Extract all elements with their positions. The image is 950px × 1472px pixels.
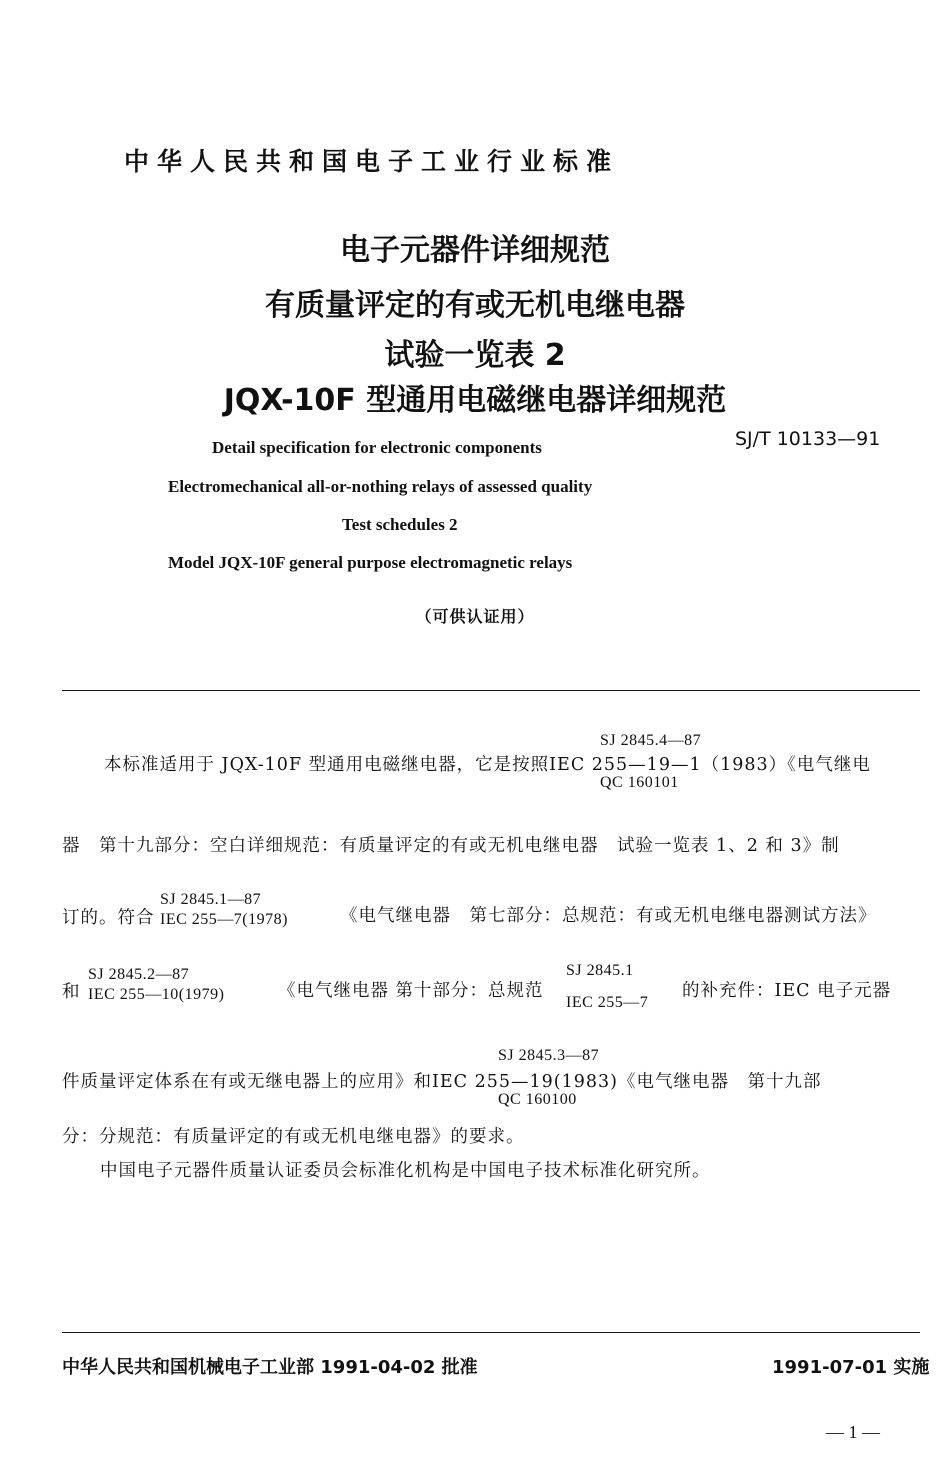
ref-iec-255-7-b: IEC 255—7 — [566, 994, 649, 1011]
ref-sj-2845-3: SJ 2845.3—87 — [498, 1047, 600, 1064]
body-line-2: 器 第十九部分：空白详细规范：有质量评定的有或无机电继电器 试验一览表 1、2 和 3》制 — [62, 836, 840, 856]
title-en-line-3: Test schedules 2 — [342, 515, 458, 534]
issuing-authority: 中华人民共和国电子工业行业标准 — [124, 147, 620, 176]
ref-sj-2845-4: SJ 2845.4—87 — [600, 732, 702, 749]
bottom-divider — [62, 1332, 920, 1333]
title-cn-line-1: 电子元器件详细规范 — [340, 233, 610, 268]
body-line-6: 分：分规范：有质量评定的有或无机电继电器》的要求。 — [62, 1127, 525, 1147]
ref-sj-2845-1-b: SJ 2845.1 — [566, 962, 634, 979]
title-en-line-1: Detail specification for electronic components — [212, 438, 542, 457]
body-line-4-mid: 《电气继电器 第十部分：总规范 — [278, 981, 544, 1001]
top-divider — [62, 690, 920, 691]
approval-date: 中华人民共和国机械电子工业部 1991-04-02 批准 — [62, 1357, 478, 1378]
body-line-4-prefix: 和 — [62, 982, 81, 1002]
usage-note: （可供认证用） — [415, 607, 535, 626]
title-en-line-2: Electromechanical all-or-nothing relays of assessed quality — [168, 477, 593, 496]
page-number: — 1 — — [826, 1422, 880, 1442]
title-cn-line-4: JQX-10F 型通用电磁继电器详细规范 — [223, 383, 727, 418]
body-line-5: 件质量评定体系在有或无继电器上的应用》和IEC 255—19(1983)《电气继电器 第十九部 — [62, 1072, 822, 1092]
ref-iec-255-10: IEC 255—10(1979) — [88, 986, 225, 1003]
implementation-date: 1991-07-01 实施 — [772, 1357, 930, 1378]
title-cn-line-3: 试验一览表 2 — [384, 338, 566, 373]
body-line-4-suffix: 的补充件：IEC 电子元器 — [682, 981, 892, 1001]
ref-qc-160101: QC 160101 — [600, 774, 679, 791]
ref-iec-255-7: IEC 255—7(1978) — [160, 911, 288, 928]
title-cn-line-2: 有质量评定的有或无机电继电器 — [265, 288, 685, 323]
standard-number: SJ/T 10133—91 — [735, 428, 881, 450]
body-line-3-prefix: 订的。符合 — [62, 908, 155, 928]
body-paragraph-2: 中国电子元器件质量认证委员会标准化机构是中国电子技术标准化研究所。 — [100, 1161, 711, 1181]
body-line-3-suffix: 《电气继电器 第七部分：总规范：有或无机电继电器测试方法》 — [340, 906, 877, 926]
ref-qc-160100: QC 160100 — [498, 1091, 577, 1108]
title-en-line-4: Model JQX-10F general purpose electromagnetic relays — [168, 553, 573, 572]
body-line-1: 本标准适用于 JQX-10F 型通用电磁继电器，它是按照IEC 255—19—1（1983）《电气继电 — [104, 755, 871, 775]
ref-sj-2845-1: SJ 2845.1—87 — [160, 891, 262, 908]
ref-sj-2845-2: SJ 2845.2—87 — [88, 966, 190, 983]
